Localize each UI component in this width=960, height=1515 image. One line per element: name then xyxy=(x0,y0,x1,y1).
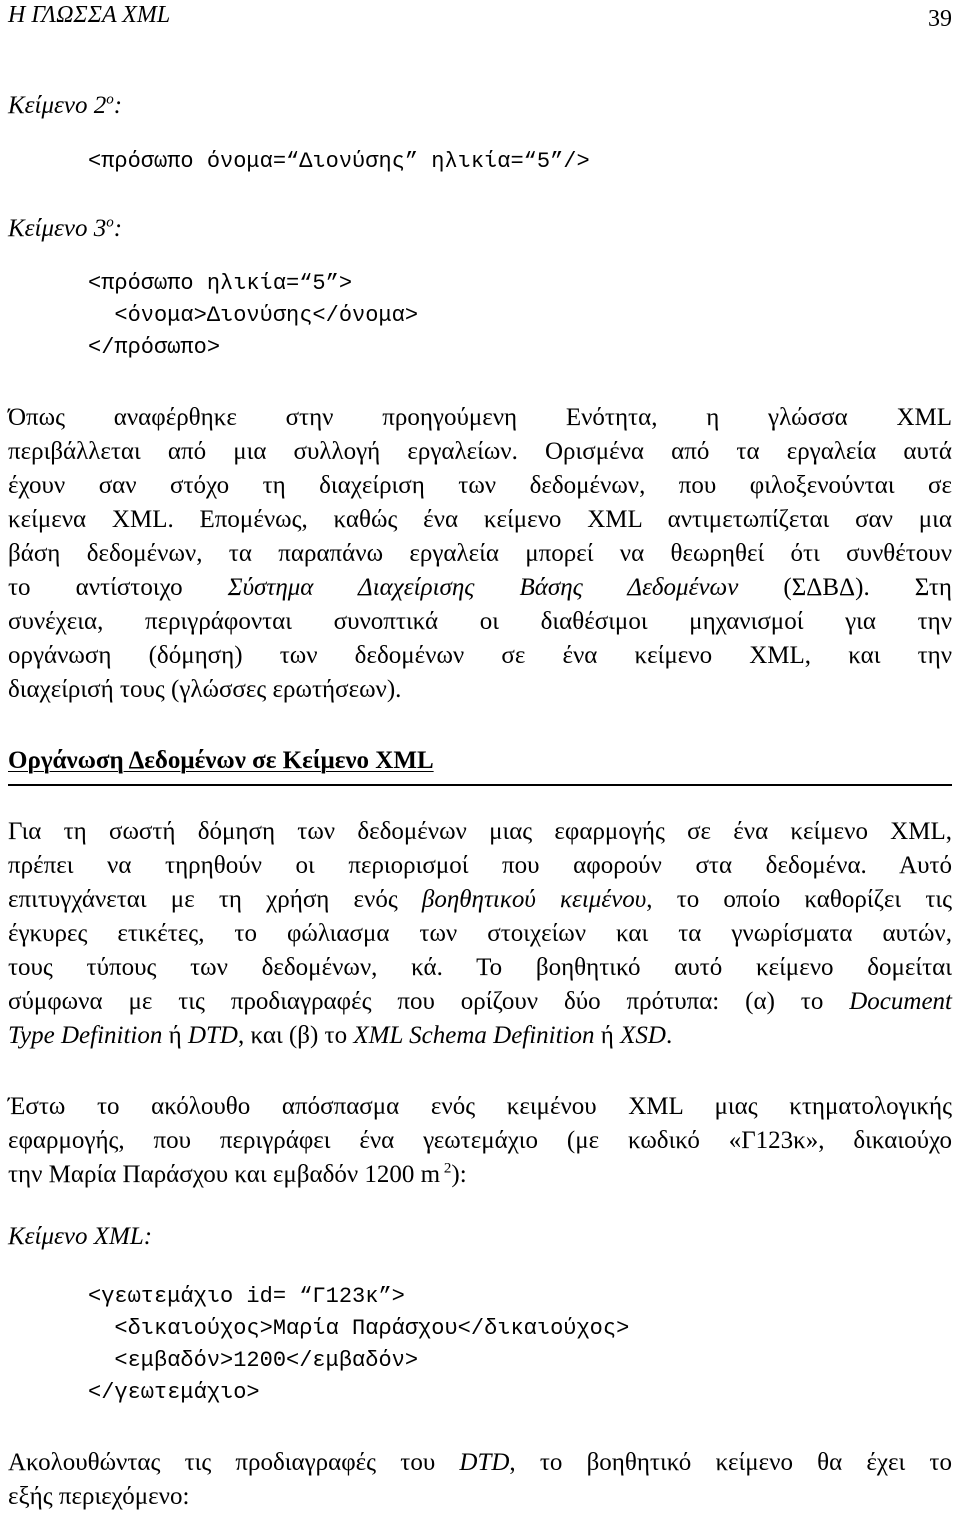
code-line: <εμβαδόν>1200</εμβαδόν> xyxy=(88,1348,419,1373)
code-line: </πρόσωπο> xyxy=(88,335,221,360)
text-line: διαχείρισή τους (γλώσσες ερωτήσεων). xyxy=(8,676,402,703)
running-title: Η ΓΛΩΣΣΑ XML xyxy=(8,2,171,28)
code-line: <πρόσωπο ηλικία=“5”> xyxy=(88,271,353,296)
text-line: περιβάλλεται από μια συλλογή εργαλείων. Ορισμένα από τα εργαλεία αυτά xyxy=(8,438,952,465)
text-line: πρέπει να τηρηθούν οι περιορισμοί που αφορούν στα δεδομένα. Αυτό xyxy=(8,852,952,879)
text-line: εφαρμογής, που περιγράφει ένα γεωτεμάχιο (με κωδικό «Γ123κ», δικαιούχο xyxy=(8,1127,952,1154)
text-line: έγκυρες ετικέτες, το φώλιασμα των στοιχείων και τα γνωρίσματα αυτών, xyxy=(8,920,952,947)
text3-label: Κείμενο $3^o$: xyxy=(8,214,123,242)
text-line: Για τη σωστή δόμηση των δεδομένων μιας εφαρμογής σε ένα κείμενο XML, xyxy=(8,818,952,845)
code-line: <όνομα>Διονύσης</όνομα> xyxy=(88,303,419,328)
text-line: βάση δεδομένων, τα παραπάνω εργαλεία μπορεί να θεωρηθεί ότι συνθέτουν xyxy=(8,540,952,567)
dbms-term: Σύστημα Διαχείρισης Βάσης Δεδομένων xyxy=(227,574,739,601)
text-line: επιτυγχάνεται με τη χρήση ενός βοηθητικού κειμένου, το οποίο καθορίζει τις xyxy=(8,886,952,913)
text-line: έχουν σαν στόχο τη διαχείριση των δεδομένων, που φιλοξενούνται σε xyxy=(8,472,952,499)
text-line: οργάνωση (δόμηση) των δεδομένων σε ένα κείμενο XML, και την xyxy=(8,642,952,669)
code-line: </γεωτεμάχιο> xyxy=(88,1380,260,1405)
text-line: κείμενα XML. Επομένως, καθώς ένα κείμενο XML αντιμετωπίζεται σαν μια xyxy=(8,506,952,533)
page-header xyxy=(8,0,952,30)
text-line: συνέχεια, περιγράφονται συνοπτικά οι διαθέσιμοι μηχανισμοί για την xyxy=(8,608,952,635)
text2-code: <πρόσωπο όνομα=“Διονύσης” ηλικία=“5”/> xyxy=(88,149,590,174)
text-line: εξής περιεχόμενο: xyxy=(8,1483,190,1510)
paragraph-dtd xyxy=(8,1446,952,1514)
xml-text-label: Κείμενο XML: xyxy=(8,1223,153,1250)
paragraph-intro xyxy=(8,401,952,707)
text-line: το αντίστοιχο Σύστημα Διαχείρισης Βάσης Δεδομένων (ΣΔΒΔ). Στη xyxy=(8,574,953,601)
section-heading: Οργάνωση Δεδομένων σε Κείμενο XML xyxy=(8,744,952,786)
text-line: Ακολουθώντας τις προδιαγραφές του DTD, το βοηθητικό κείμενο θα έχει το xyxy=(8,1449,952,1476)
text2-label: Κείμενο $2^o$: xyxy=(8,91,123,119)
text3-code xyxy=(88,268,418,364)
xml-text-code xyxy=(88,1281,629,1409)
page-number: 39 xyxy=(928,6,952,32)
text-line: σύμφωνα με τις προδιαγραφές που ορίζουν δύο πρότυπα: (α) το Document xyxy=(8,988,952,1015)
text-line: Type Definition ή DTD, και (β) το XML Schema Definition ή XSD. xyxy=(8,1022,673,1049)
text-line: Έστω το ακόλουθο απόσπασμα ενός κειμένου XML μιας κτηματολογικής xyxy=(8,1093,952,1120)
paragraph-structure xyxy=(8,815,952,1053)
text-line: την Μαρία Παράσχου και εμβαδόν 1200 m $^2$): xyxy=(8,1160,467,1188)
paragraph-example xyxy=(8,1090,952,1192)
text-line: Όπως αναφέρθηκε στην προηγούμενη Ενότητα, η γλώσσα XML xyxy=(8,404,952,431)
text-line: τους τύπους των δεδομένων, κά. Το βοηθητικό αυτό κείμενο δομείται xyxy=(8,954,952,981)
code-line: <γεωτεμάχιο id= “Γ123κ”> xyxy=(88,1284,405,1309)
code-line: <δικαιούχος>Μαρία Παράσχου</δικαιούχος> xyxy=(88,1316,630,1341)
